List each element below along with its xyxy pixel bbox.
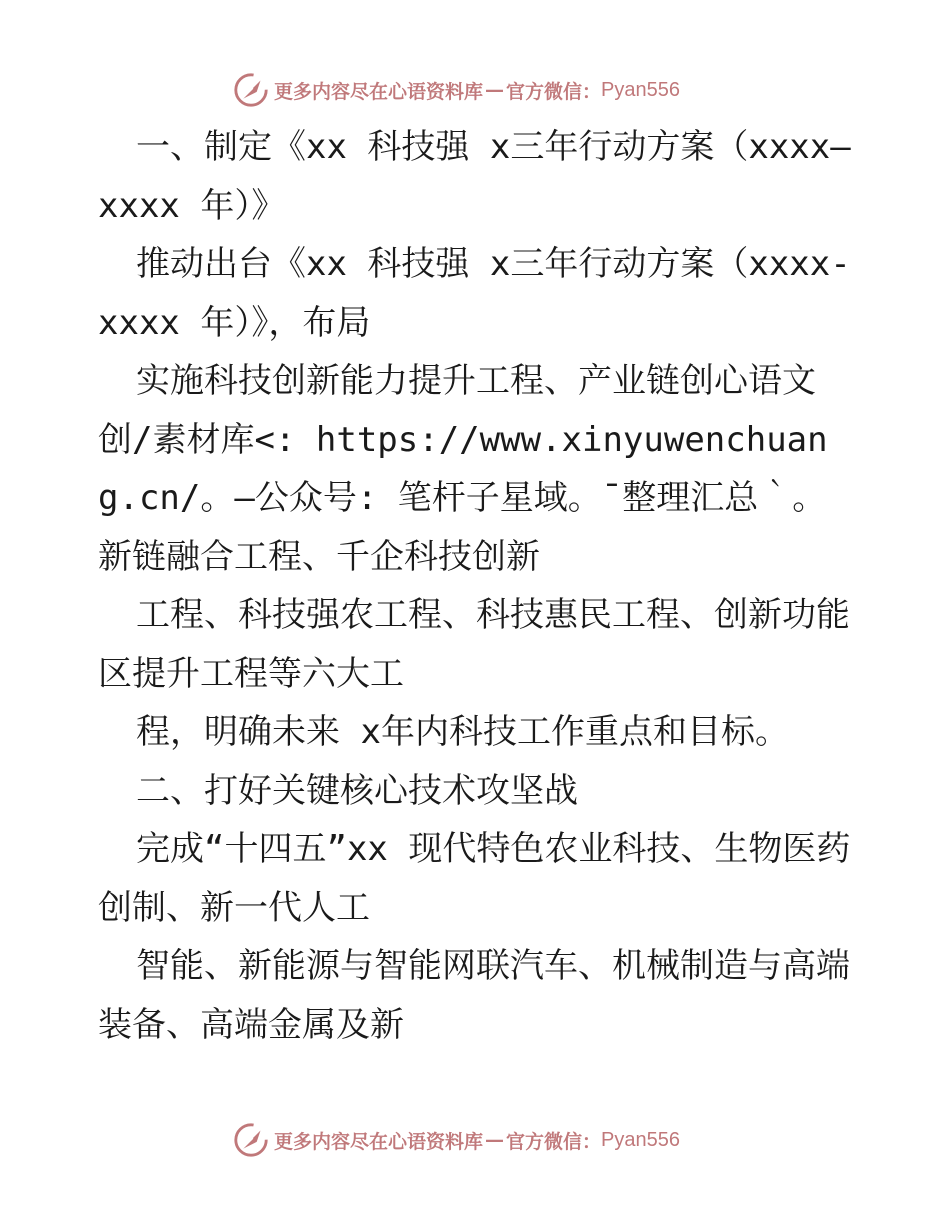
watermark-separator: — xyxy=(485,1129,505,1151)
paragraph-heading-1: 一、制定《xx 科技强 x三年行动方案（xxxx—xxxx 年）》 xyxy=(98,127,851,226)
document-body xyxy=(98,118,858,1054)
watermark-site-text: 更多内容尽在心语资料库 xyxy=(274,1130,484,1153)
watermark-footer xyxy=(232,1120,680,1160)
paragraph: 实施科技创新能力提升工程、产业链创心语文创/素材库<: https://www.xinyuwenchuang.cn/。—公众号: 笔杆子星域。¯整理汇总｀。新链融合工程、千企科技创新 xyxy=(98,361,828,577)
watermark-separator: — xyxy=(485,79,505,101)
quill-pen-logo-icon xyxy=(232,71,270,109)
watermark-site-text: 更多内容尽在心语资料库 xyxy=(274,80,484,103)
paragraph: 推动出台《xx 科技强 x三年行动方案（xxxx-xxxx 年）》，布局 xyxy=(98,244,851,343)
watermark-header xyxy=(232,70,680,110)
paragraph: 智能、新能源与智能网联汽车、机械制造与高端装备、高端金属及新 xyxy=(98,946,850,1045)
paragraph: 完成“十四五”xx 现代特色农业科技、生物医药创制、新一代人工 xyxy=(98,829,851,928)
watermark-wechat-id: Pyan556 xyxy=(601,78,680,101)
watermark-label: 官方微信： xyxy=(506,1130,602,1153)
paragraph-heading-2: 二、打好关键核心技术攻坚战 xyxy=(136,770,578,811)
watermark-wechat-id: Pyan556 xyxy=(601,1128,680,1151)
paragraph: 工程、科技强农工程、科技惠民工程、创新功能区提升工程等六大工 xyxy=(98,595,850,694)
paragraph: 程，明确未来 x年内科技工作重点和目标。 xyxy=(136,712,789,752)
watermark-label: 官方微信： xyxy=(506,80,602,103)
quill-pen-logo-icon xyxy=(232,1121,270,1159)
